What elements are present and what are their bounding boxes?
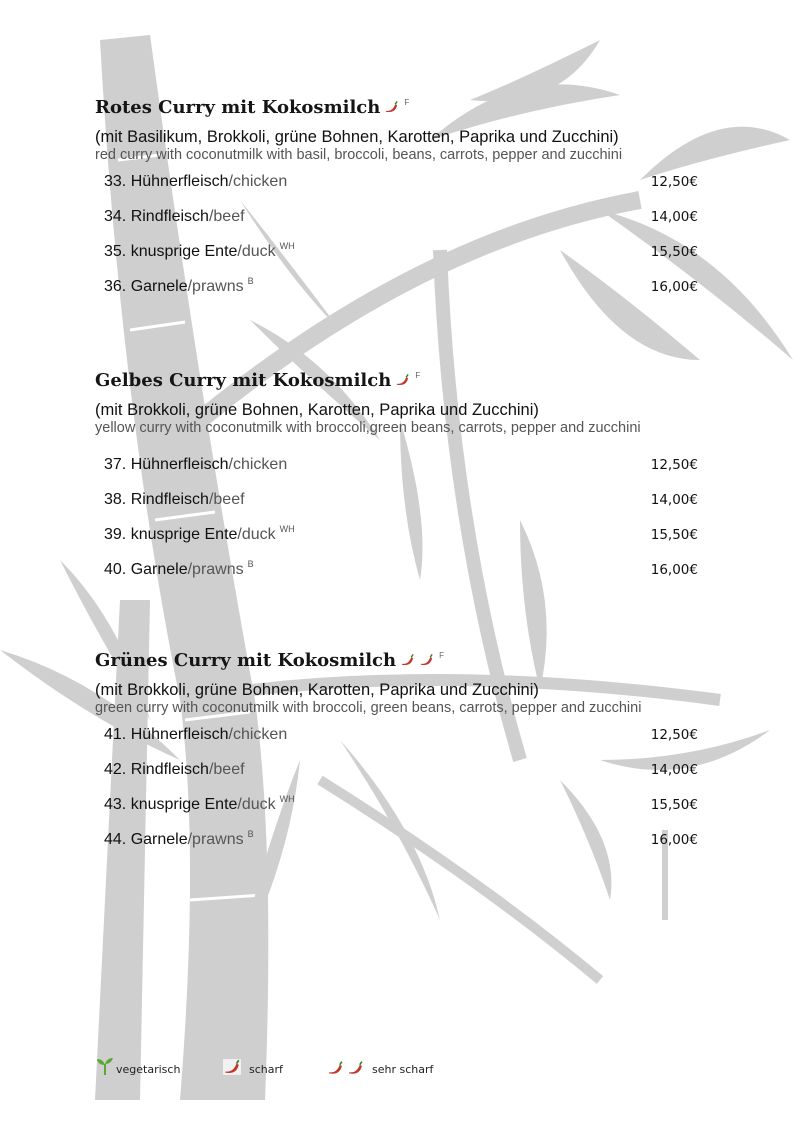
- chili-icon: [400, 653, 415, 667]
- item-price: 15,50€: [650, 244, 698, 260]
- item-name-en: /chicken: [228, 456, 288, 473]
- section-allergen-code: F: [439, 650, 444, 660]
- section-title-row: [95, 368, 705, 392]
- item-allergen-code: WH: [279, 524, 295, 534]
- item-allergen-code: B: [247, 559, 254, 569]
- menu-item: [95, 794, 705, 829]
- menu-item: [95, 524, 705, 559]
- section-subtitle-de: (mit Brokkoli, grüne Bohnen, Karotten, Paprika und Zucchini): [95, 401, 539, 419]
- item-name-de: 41. Hühnerfleisch: [104, 726, 229, 743]
- legend-spicy: [223, 1052, 283, 1076]
- menu-section-green-curry: [95, 648, 705, 864]
- menu-section-yellow-curry: [95, 368, 705, 594]
- item-name-de: 34. Rindfleisch: [104, 208, 209, 225]
- item-name-de: 44. Garnele: [104, 831, 188, 848]
- section-subtitle-en: green curry with coconutmilk with broccoli, green beans, carrots, pepper and zucchini: [95, 700, 642, 716]
- section-title-row: [95, 648, 705, 672]
- item-name: [104, 454, 287, 476]
- item-price: 14,00€: [650, 762, 698, 778]
- legend-label: scharf: [249, 1063, 283, 1076]
- menu-item: [95, 276, 705, 311]
- item-name-en: /prawns: [187, 278, 244, 295]
- item-name: [104, 524, 295, 547]
- item-name: [104, 559, 254, 582]
- item-name-en: /chicken: [228, 726, 288, 743]
- item-name-en: /chicken: [228, 173, 288, 190]
- item-name: [104, 794, 295, 817]
- legend-vegetarian: [95, 1052, 180, 1076]
- section-title-row: [95, 95, 705, 119]
- sprout-icon: [95, 1056, 115, 1076]
- item-name: [104, 206, 245, 228]
- section-title: Rotes Curry mit Kokosmilch: [95, 96, 381, 118]
- chili-icon: [384, 100, 399, 114]
- item-name-en: /beef: [208, 491, 245, 508]
- item-name: [104, 829, 254, 852]
- item-name-de: 43. knusprige Ente: [104, 796, 238, 813]
- item-price: 14,00€: [650, 209, 698, 225]
- menu-section-red-curry: [95, 95, 705, 311]
- item-allergen-code: B: [247, 276, 254, 286]
- item-name-en: /duck: [237, 796, 276, 813]
- item-price: 14,00€: [650, 492, 698, 508]
- item-name: [104, 171, 287, 193]
- chili-icon: [223, 1058, 241, 1076]
- item-name-de: 38. Rindfleisch: [104, 491, 209, 508]
- item-name: [104, 724, 287, 746]
- menu-item: [95, 206, 705, 241]
- item-allergen-code: B: [247, 829, 254, 839]
- section-subtitle-de: (mit Basilikum, Brokkoli, grüne Bohnen, Karotten, Paprika und Zucchini): [95, 128, 619, 146]
- section-subtitle-en: red curry with coconutmilk with basil, broccoli, beans, carrots, pepper and zucchini: [95, 147, 623, 163]
- item-price: 16,00€: [650, 832, 698, 848]
- legend-very-spicy: [327, 1052, 433, 1076]
- item-allergen-code: WH: [279, 794, 295, 804]
- item-name-en: /duck: [237, 526, 276, 543]
- item-name-en: /prawns: [187, 561, 244, 578]
- item-price: 15,50€: [650, 527, 698, 543]
- menu-item: [95, 724, 705, 759]
- item-name-en: /duck: [237, 243, 276, 260]
- menu-item: [95, 829, 705, 864]
- item-name: [104, 276, 254, 299]
- section-allergen-code: F: [404, 97, 410, 107]
- item-list: [95, 171, 705, 311]
- chili-icon: [395, 373, 410, 387]
- item-name: [104, 489, 245, 511]
- item-name-de: 33. Hühnerfleisch: [104, 173, 229, 190]
- menu-item: [95, 759, 705, 794]
- legend-label: sehr scharf: [372, 1063, 434, 1076]
- menu-item: [95, 559, 705, 594]
- legend-label: vegetarisch: [116, 1063, 181, 1076]
- item-name-de: 36. Garnele: [104, 278, 188, 295]
- menu-item: [95, 241, 705, 276]
- item-price: 16,00€: [650, 279, 698, 295]
- item-name-de: 39. knusprige Ente: [104, 526, 238, 543]
- item-price: 12,50€: [650, 727, 698, 743]
- item-name: [104, 759, 245, 781]
- item-name: [104, 241, 295, 264]
- section-subtitle-de: (mit Brokkoli, grüne Bohnen, Karotten, Paprika und Zucchini): [95, 681, 539, 699]
- item-name-en: /prawns: [187, 831, 244, 848]
- menu-item: [95, 489, 705, 524]
- chili-icon: [419, 653, 434, 667]
- item-list: [95, 454, 705, 594]
- section-title: Grünes Curry mit Kokosmilch: [95, 649, 397, 671]
- item-name-en: /beef: [208, 208, 245, 225]
- item-price: 12,50€: [650, 174, 698, 190]
- item-allergen-code: WH: [279, 241, 295, 251]
- item-name-de: 40. Garnele: [104, 561, 188, 578]
- section-allergen-code: F: [415, 370, 421, 380]
- section-subtitle-en: yellow curry with coconutmilk with broccoli,green beans, carrots, pepper and zucchini: [95, 420, 641, 436]
- section-title: Gelbes Curry mit Kokosmilch: [95, 369, 392, 391]
- item-price: 16,00€: [650, 562, 698, 578]
- menu-item: [95, 171, 705, 206]
- item-name-de: 42. Rindfleisch: [104, 761, 209, 778]
- item-name-en: /beef: [208, 761, 245, 778]
- menu-item: [95, 454, 705, 489]
- double-chili-icon: [327, 1060, 364, 1076]
- item-name-de: 37. Hühnerfleisch: [104, 456, 229, 473]
- item-list: [95, 724, 705, 864]
- item-name-de: 35. knusprige Ente: [104, 243, 238, 260]
- item-price: 12,50€: [650, 457, 698, 473]
- item-price: 15,50€: [650, 797, 698, 813]
